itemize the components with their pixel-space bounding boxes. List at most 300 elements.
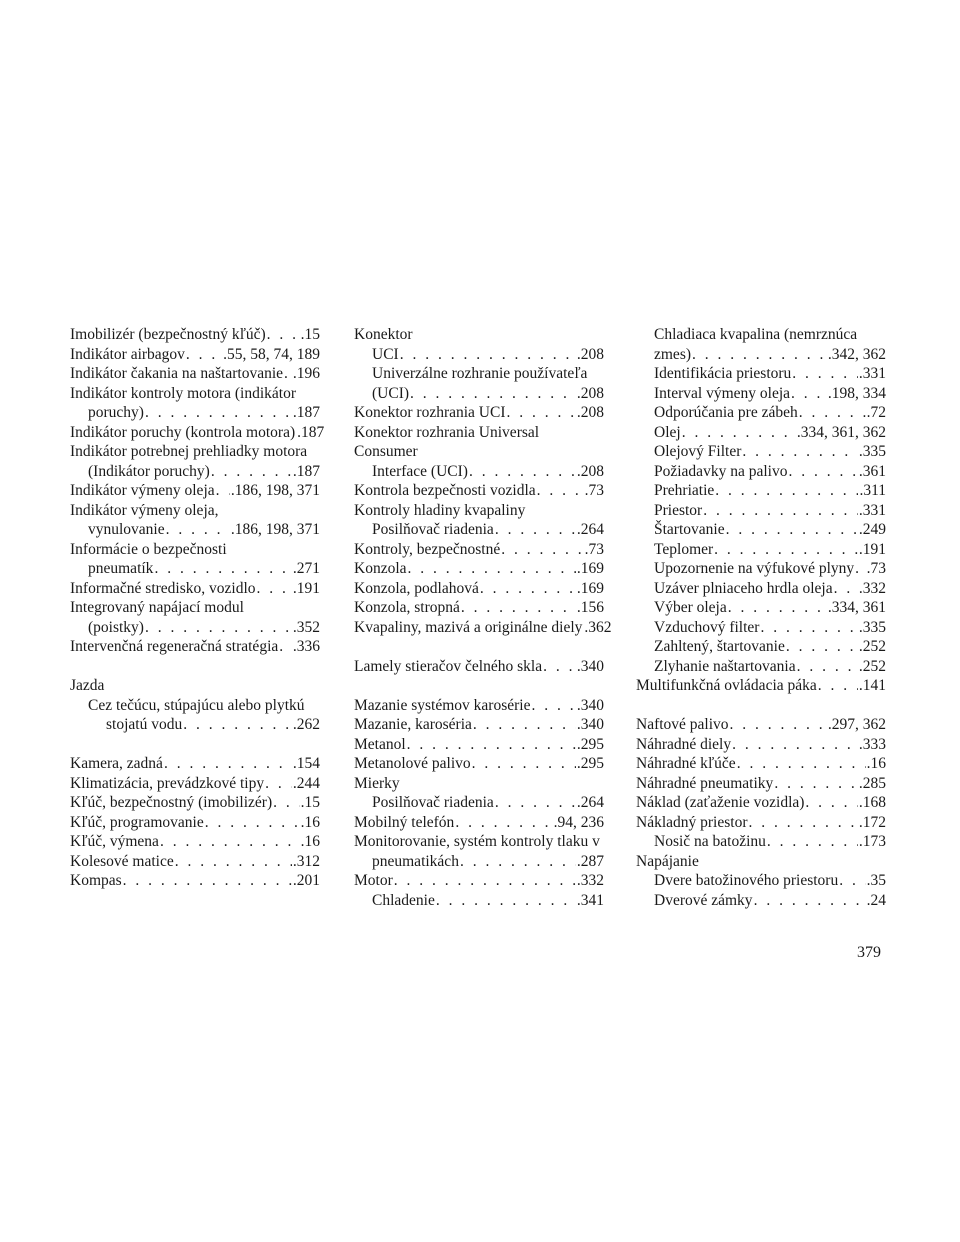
entry-term: Náhradné kľúče bbox=[636, 755, 736, 772]
dot-leader bbox=[792, 364, 858, 384]
entry-term: Prehriatie bbox=[654, 482, 715, 499]
entry-page-ref: .297, 362 bbox=[827, 716, 886, 733]
entry-term: Klimatizácia, prevádzkové tipy bbox=[70, 774, 265, 792]
index-entry bbox=[70, 501, 320, 540]
entry-page-ref: .252 bbox=[858, 657, 886, 675]
entry-page-ref: .208 bbox=[576, 462, 604, 480]
dot-leader bbox=[186, 345, 222, 365]
entry-page-ref: .208 bbox=[576, 384, 604, 402]
dot-leader bbox=[774, 774, 858, 794]
dot-leader bbox=[410, 384, 576, 404]
entry-term: Indikátor čakania na naštartovanie bbox=[70, 365, 284, 382]
entry-line bbox=[654, 598, 886, 618]
dot-leader bbox=[461, 598, 576, 618]
entry-term: Posilňovač riadenia bbox=[372, 794, 494, 811]
entry-page-ref: .295 bbox=[576, 735, 604, 753]
entry-term: Uzáver plniaceho hrdla oleja bbox=[654, 579, 833, 597]
dot-leader bbox=[257, 579, 292, 599]
entry-page-ref: .271 bbox=[292, 560, 320, 577]
entry-page-ref: .340 bbox=[576, 657, 604, 675]
entry-line bbox=[70, 481, 320, 501]
index-entry bbox=[70, 364, 320, 384]
entry-page-ref: .198, 334 bbox=[827, 384, 886, 402]
entry-line bbox=[70, 345, 320, 365]
entry-term: zmes) bbox=[654, 345, 692, 363]
entry-line bbox=[354, 481, 604, 501]
index-entry bbox=[70, 442, 320, 481]
entry-line bbox=[354, 618, 612, 638]
index-entry bbox=[70, 423, 325, 443]
index-subentry bbox=[636, 462, 886, 482]
entry-line bbox=[654, 442, 886, 462]
entry-line bbox=[372, 793, 604, 813]
entry-heading-line: Mierky bbox=[354, 774, 400, 792]
entry-line bbox=[88, 715, 320, 735]
index-subentry bbox=[636, 442, 886, 462]
index-entry bbox=[70, 637, 320, 657]
entry-term: Olej bbox=[654, 423, 681, 441]
entry-line bbox=[654, 520, 886, 540]
entry-term: Metanolové palivo bbox=[354, 755, 471, 772]
entry-line bbox=[70, 637, 320, 657]
section-gap bbox=[354, 676, 604, 696]
entry-term: Dverové zámky bbox=[654, 891, 753, 909]
entry-term: Kvapaliny, mazivá a originálne diely bbox=[354, 618, 583, 636]
dot-leader bbox=[728, 598, 827, 618]
entry-line bbox=[636, 774, 886, 794]
entry-page-ref: .55, 58, 74, 189 bbox=[223, 345, 320, 363]
entry-page-ref: .332 bbox=[576, 872, 604, 889]
dot-leader bbox=[166, 520, 230, 540]
entry-term: stojatú vodu bbox=[106, 716, 183, 733]
entry-term: Náhradné diely bbox=[636, 735, 732, 753]
entry-line bbox=[354, 579, 604, 599]
dot-leader bbox=[216, 481, 230, 501]
index-column-1 bbox=[70, 325, 325, 891]
entry-line bbox=[654, 871, 886, 891]
entry-term: Metanol bbox=[354, 735, 406, 753]
dot-leader bbox=[495, 793, 576, 813]
entry-line bbox=[654, 481, 886, 501]
entry-line bbox=[70, 618, 320, 638]
entry-term: Intervenčná regeneračná stratégia bbox=[70, 638, 279, 655]
dot-leader bbox=[748, 813, 857, 833]
entry-line bbox=[636, 793, 886, 813]
entry-page-ref: .331 bbox=[858, 501, 886, 519]
dot-leader bbox=[730, 715, 827, 735]
dot-leader bbox=[460, 852, 576, 872]
entry-page-ref: .187 bbox=[292, 404, 320, 421]
entry-page-ref: .341 bbox=[576, 891, 604, 909]
entry-term: Nákladný priestor bbox=[636, 813, 748, 831]
entry-page-ref: .191 bbox=[292, 579, 320, 597]
entry-line bbox=[354, 540, 604, 560]
entry-line bbox=[354, 657, 604, 677]
index-subentry bbox=[354, 520, 604, 540]
entry-line bbox=[372, 345, 604, 365]
entry-page-ref: .335 bbox=[858, 618, 886, 636]
dot-leader bbox=[834, 579, 858, 599]
entry-page-ref: .295 bbox=[576, 755, 604, 772]
dot-leader bbox=[279, 637, 292, 657]
entry-term: Konzola, podlahová bbox=[354, 579, 479, 597]
entry-heading-line: Cez tečúcu, stúpajúcu alebo plytkú bbox=[88, 696, 305, 714]
entry-line bbox=[70, 423, 325, 443]
entry-term: Mazanie systémov karosérie bbox=[354, 696, 531, 714]
dot-leader bbox=[145, 618, 292, 638]
index-subentry bbox=[636, 403, 886, 423]
entry-term: Mazanie, karoséria bbox=[354, 716, 472, 733]
entry-page-ref: .249 bbox=[858, 521, 886, 538]
entry-page-ref: .15 bbox=[300, 794, 320, 811]
entry-term: Výber oleja bbox=[654, 599, 727, 616]
entry-term: Kľúč, programovanie bbox=[70, 813, 204, 831]
entry-page-ref: .262 bbox=[292, 716, 320, 733]
entry-term: Konektor rozhrania UCI bbox=[354, 404, 506, 421]
entry-term: pneumatík bbox=[88, 560, 154, 577]
dot-leader bbox=[791, 384, 827, 404]
entry-line bbox=[654, 618, 886, 638]
index-subentry bbox=[354, 793, 604, 813]
index-column-2 bbox=[354, 325, 612, 910]
index-subentry bbox=[636, 384, 886, 404]
dot-leader bbox=[692, 345, 827, 365]
entry-term: Teplomer bbox=[654, 540, 714, 558]
entry-term: Kamera, zadná bbox=[70, 755, 163, 772]
index-subentry bbox=[636, 559, 886, 579]
entry-term: Konzola, stropná bbox=[354, 599, 460, 616]
entry-term: Interface (UCI) bbox=[372, 462, 468, 480]
dot-leader bbox=[123, 871, 292, 891]
entry-page-ref: .154 bbox=[292, 755, 320, 772]
index-entry bbox=[354, 832, 604, 871]
entry-line bbox=[636, 715, 886, 735]
dot-leader bbox=[145, 403, 292, 423]
index-entry bbox=[70, 540, 320, 579]
dot-leader bbox=[754, 891, 866, 911]
entry-line bbox=[354, 852, 604, 872]
dot-leader bbox=[436, 891, 576, 911]
entry-page-ref: .173 bbox=[858, 833, 886, 850]
entry-page-ref: .331 bbox=[858, 365, 886, 382]
dot-leader bbox=[160, 832, 300, 852]
dot-leader bbox=[267, 325, 300, 345]
entry-term: Interval výmeny oleja bbox=[654, 384, 791, 402]
index-entry bbox=[636, 735, 886, 755]
entry-term: Konzola bbox=[354, 560, 407, 577]
entry-page-ref: .169 bbox=[576, 560, 604, 577]
entry-heading-line: Napájanie bbox=[636, 852, 699, 870]
dot-leader bbox=[767, 832, 858, 852]
entry-term: pneumatikách bbox=[372, 852, 459, 870]
entry-term: Indikátor výmeny oleja bbox=[70, 482, 215, 499]
index-entry bbox=[354, 540, 604, 560]
dot-leader bbox=[164, 754, 292, 774]
entry-term: Kompas bbox=[70, 872, 122, 889]
entry-page-ref: .169 bbox=[576, 579, 604, 597]
entry-term: Chladenie bbox=[372, 891, 435, 909]
entry-heading-line: Indikátor potrebnej prehliadky motora bbox=[70, 443, 308, 460]
dot-leader bbox=[407, 735, 576, 755]
entry-line bbox=[354, 715, 604, 735]
entry-page-ref: .186, 198, 371 bbox=[230, 521, 320, 538]
entry-line bbox=[70, 754, 320, 774]
entry-heading-line: Jazda bbox=[70, 677, 105, 694]
index-entry bbox=[636, 793, 886, 813]
dot-leader bbox=[531, 696, 575, 716]
entry-page-ref: .73 bbox=[866, 560, 886, 577]
entry-line bbox=[372, 891, 604, 911]
index-subentry bbox=[354, 891, 604, 911]
index-entry bbox=[636, 852, 886, 872]
dot-leader bbox=[818, 676, 858, 696]
entry-term: Kontroly, bezpečnostné bbox=[354, 540, 501, 558]
entry-term: Náklad (zaťaženie vozidla) bbox=[636, 794, 805, 811]
entry-line bbox=[70, 774, 320, 794]
dot-leader bbox=[682, 423, 796, 443]
entry-line bbox=[70, 364, 320, 384]
entry-line bbox=[354, 403, 604, 423]
entry-line bbox=[636, 754, 886, 774]
dot-leader bbox=[473, 715, 576, 735]
dot-leader bbox=[480, 579, 576, 599]
entry-line bbox=[654, 637, 886, 657]
index-entry bbox=[70, 832, 320, 852]
index-entry bbox=[70, 579, 320, 599]
index-subentry bbox=[636, 501, 886, 521]
dot-leader bbox=[205, 813, 300, 833]
index-entry bbox=[354, 774, 604, 794]
dot-leader bbox=[394, 871, 576, 891]
entry-line bbox=[372, 520, 604, 540]
entry-term: Mobilný telefón bbox=[354, 813, 455, 831]
entry-line bbox=[354, 735, 604, 755]
dot-leader bbox=[703, 501, 858, 521]
entry-term: vynulovanie bbox=[88, 521, 165, 538]
entry-term: Olejový Filter bbox=[654, 443, 742, 460]
entry-line bbox=[70, 579, 320, 599]
entry-term: Kolesové matice bbox=[70, 852, 174, 870]
entry-page-ref: .332 bbox=[858, 579, 886, 597]
entry-term: Priestor bbox=[654, 501, 703, 519]
index-entry bbox=[70, 384, 320, 423]
entry-page-ref: .35 bbox=[866, 872, 886, 889]
index-entry bbox=[70, 754, 320, 774]
entry-page-ref: .186, 198, 371 bbox=[230, 482, 320, 499]
entry-term: Indikátor airbagov bbox=[70, 345, 185, 363]
entry-line bbox=[654, 657, 886, 677]
entry-page-ref: .342, 362 bbox=[827, 345, 886, 363]
index-entry bbox=[70, 871, 320, 891]
index-subentry bbox=[636, 540, 886, 560]
dot-leader bbox=[211, 462, 292, 482]
entry-line bbox=[654, 423, 886, 443]
entry-page-ref: .94, 236 bbox=[553, 813, 604, 831]
entry-heading-line: Integrovaný napájací modul bbox=[70, 599, 244, 616]
entry-line bbox=[354, 754, 604, 774]
entry-page-ref: .208 bbox=[576, 345, 604, 363]
entry-page-ref: .312 bbox=[292, 852, 320, 870]
index-entry bbox=[636, 754, 886, 774]
index-subentry bbox=[636, 618, 886, 638]
dot-leader bbox=[284, 364, 292, 384]
entry-term: Zlyhanie naštartovania bbox=[654, 657, 796, 675]
entry-page-ref: .361 bbox=[858, 462, 886, 480]
dot-leader bbox=[742, 442, 857, 462]
entry-term: Upozornenie na výfukové plyny bbox=[654, 560, 855, 577]
dot-leader bbox=[543, 657, 576, 677]
entry-term: Motor bbox=[354, 872, 393, 889]
entry-term: Multifunkčná ovládacia páka bbox=[636, 677, 817, 694]
index-subentry bbox=[636, 871, 886, 891]
index-entry bbox=[354, 325, 604, 345]
entry-line bbox=[70, 793, 320, 813]
entry-line bbox=[354, 813, 604, 833]
dot-leader bbox=[760, 618, 857, 638]
entry-term: Vzduchový filter bbox=[654, 618, 760, 636]
entry-term: Náhradné pneumatiky bbox=[636, 774, 774, 792]
entry-line bbox=[354, 871, 604, 891]
index-entry bbox=[354, 403, 604, 423]
dot-leader bbox=[507, 403, 576, 423]
entry-page-ref: .172 bbox=[858, 813, 886, 831]
index-entry bbox=[636, 813, 886, 833]
section-gap bbox=[70, 657, 320, 677]
entry-line bbox=[636, 676, 886, 696]
entry-term: (poistky) bbox=[88, 618, 144, 636]
entry-page-ref: .264 bbox=[576, 521, 604, 538]
entry-page-ref: .156 bbox=[576, 599, 604, 616]
entry-line bbox=[70, 462, 320, 482]
entry-line bbox=[354, 696, 604, 716]
entry-line bbox=[654, 384, 886, 404]
index-subentry bbox=[636, 481, 886, 501]
dot-leader bbox=[786, 637, 858, 657]
entry-page-ref: .252 bbox=[858, 638, 886, 655]
entry-page-ref: .141 bbox=[858, 677, 886, 694]
section-gap bbox=[70, 735, 320, 755]
index-entry bbox=[354, 579, 604, 599]
entry-line bbox=[654, 540, 886, 560]
entry-term: Lamely stieračov čelného skla bbox=[354, 657, 543, 675]
dot-leader bbox=[408, 559, 576, 579]
entry-page-ref: .191 bbox=[858, 540, 886, 558]
index-entry bbox=[636, 774, 886, 794]
entry-page-ref: .311 bbox=[859, 482, 886, 499]
entry-line bbox=[354, 559, 604, 579]
dot-leader bbox=[732, 735, 858, 755]
entry-term: Imobilizér (bezpečnostný kľúč) bbox=[70, 326, 266, 343]
entry-line bbox=[654, 559, 886, 579]
index-entry bbox=[70, 813, 320, 833]
index-entry bbox=[70, 598, 320, 637]
entry-line bbox=[654, 403, 886, 423]
entry-page-ref: .196 bbox=[292, 365, 320, 382]
dot-leader bbox=[183, 715, 292, 735]
dot-leader bbox=[472, 754, 576, 774]
entry-term: Kľúč, bezpečnostný (imobilizér) bbox=[70, 794, 273, 811]
entry-term: Nosič na batožinu bbox=[654, 833, 766, 850]
entry-term: Dvere batožinového priestoru bbox=[654, 872, 839, 889]
entry-line bbox=[354, 598, 604, 618]
index-entry bbox=[636, 715, 886, 735]
dot-leader bbox=[537, 481, 584, 501]
entry-page-ref: .73 bbox=[584, 482, 604, 499]
index-entry bbox=[636, 676, 886, 696]
index-entry bbox=[354, 423, 604, 482]
index-entry bbox=[70, 774, 320, 794]
page-number: 379 bbox=[857, 944, 881, 961]
entry-term: Zahltený, štartovanie bbox=[654, 638, 785, 655]
entry-line bbox=[636, 735, 886, 755]
dot-leader bbox=[455, 813, 552, 833]
index-entry bbox=[354, 501, 604, 521]
index-entry bbox=[354, 618, 612, 638]
dot-leader bbox=[400, 345, 576, 365]
index-subentry bbox=[354, 364, 604, 403]
index-subentry bbox=[636, 325, 886, 364]
entry-heading-line: Kontroly hladiny kvapaliny bbox=[354, 501, 526, 519]
entry-page-ref: .334, 361, 362 bbox=[796, 423, 886, 441]
entry-page-ref: .287 bbox=[576, 852, 604, 870]
entry-heading-line: Indikátor kontroly motora (indikátor bbox=[70, 384, 296, 402]
entry-page-ref: .362 bbox=[584, 618, 612, 636]
dot-leader bbox=[154, 559, 291, 579]
index-entry bbox=[354, 481, 604, 501]
entry-heading-line: Chladiaca kvapalina (nemrznúca bbox=[654, 326, 858, 343]
index-entry bbox=[70, 793, 320, 813]
entry-heading-line: Konektor rozhrania Universal Consumer bbox=[354, 423, 540, 460]
entry-page-ref: .244 bbox=[292, 774, 320, 792]
entry-term: Kľúč, výmena bbox=[70, 833, 159, 850]
entry-line bbox=[70, 832, 320, 852]
entry-page-ref: .340 bbox=[576, 716, 604, 733]
index-entry bbox=[354, 598, 604, 618]
entry-page-ref: .72 bbox=[866, 404, 886, 421]
entry-line bbox=[70, 403, 320, 423]
entry-page-ref: .168 bbox=[858, 794, 886, 811]
index-entry bbox=[70, 325, 320, 345]
entry-term: Štartovanie bbox=[654, 521, 725, 538]
entry-line bbox=[70, 559, 320, 579]
entry-page-ref: .16 bbox=[866, 755, 886, 772]
entry-page-ref: .208 bbox=[576, 404, 604, 421]
entry-heading-line: Indikátor výmeny oleja, bbox=[70, 501, 219, 519]
entry-heading-line: Univerzálne rozhranie používateľa bbox=[372, 365, 588, 382]
dot-leader bbox=[501, 540, 583, 560]
entry-term: Identifikácia priestoru bbox=[654, 365, 792, 382]
section-gap bbox=[354, 637, 604, 657]
entry-line bbox=[354, 462, 604, 482]
entry-page-ref: .73 bbox=[584, 540, 604, 558]
entry-term: Kontrola bezpečnosti vozidla bbox=[354, 482, 536, 499]
entry-page-ref: .187 bbox=[292, 462, 320, 480]
entry-term: poruchy) bbox=[88, 404, 144, 421]
entry-line bbox=[70, 520, 320, 540]
dot-leader bbox=[737, 754, 866, 774]
entry-term: Informačné stredisko, vozidlo bbox=[70, 579, 256, 597]
dot-leader bbox=[715, 481, 858, 501]
entry-page-ref: .334, 361 bbox=[827, 599, 886, 616]
entry-page-ref: .264 bbox=[576, 794, 604, 811]
index-entry bbox=[70, 852, 320, 872]
index-subentry bbox=[636, 364, 886, 384]
entry-term: Naftové palivo bbox=[636, 716, 729, 733]
index-subentry bbox=[636, 423, 886, 443]
index-entry bbox=[70, 481, 320, 501]
index-subentry bbox=[354, 345, 604, 365]
entry-page-ref: .16 bbox=[300, 813, 320, 831]
